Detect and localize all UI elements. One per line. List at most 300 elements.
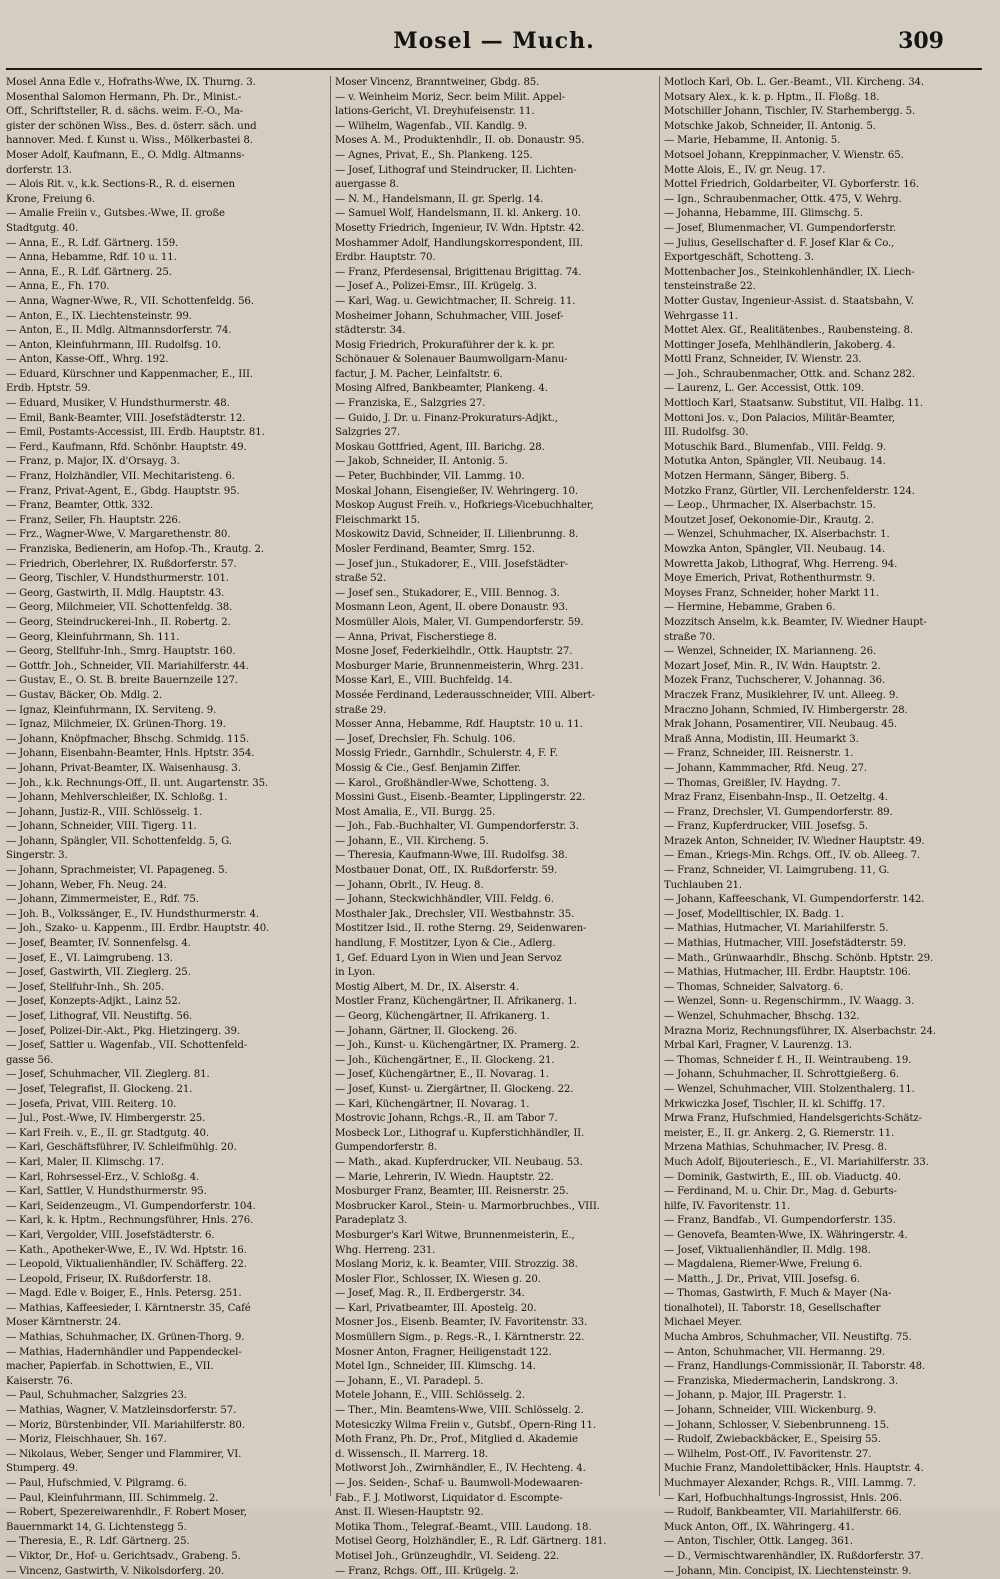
directory-entry: Erdb. Hptstr. 59. bbox=[6, 383, 91, 395]
directory-entry: Mosmüller Alois, Maler, VI. Gumpendorferstr. 59. bbox=[335, 616, 584, 628]
directory-entry: Mottoni Jos. v., Don Palacios, Militär-Beamter, bbox=[664, 412, 895, 424]
directory-entry: lations-Gericht, VI. Dreyhufeisenstr. 11. bbox=[335, 106, 535, 118]
directory-entry: meister, E., II. gr. Ankerg. 2, G. Riemerstr. 11. bbox=[664, 1127, 895, 1139]
directory-entry: — Josef, Kunst- u. Ziergärtner, II. Glockeng. 22. bbox=[335, 1083, 574, 1095]
directory-entry: — Johann, Knöpfmacher, Bhschg. Schmidg. 115. bbox=[6, 733, 250, 745]
directory-entry: — Johann, Zimmermeister, E., Rdf. 75. bbox=[6, 894, 199, 906]
directory-entry: Motele Johann, E., VIII. Schlösselg. 2. bbox=[335, 1390, 525, 1402]
directory-entry: — Peter, Buchbinder, VII. Lammg. 10. bbox=[335, 471, 525, 483]
directory-entry: — N. M., Handelsmann, II. gr. Sperlg. 14. bbox=[335, 193, 544, 205]
directory-entry: Mosne Josef, Federkielhdlr., Ottk. Hauptstr. 27. bbox=[335, 646, 573, 658]
directory-entry: — Josef, E., VI. Laimgrubeng. 13. bbox=[6, 952, 173, 964]
directory-entry: Mosbrucker Karol., Stein- u. Marmorbruchbes., VIII. bbox=[335, 1200, 600, 1212]
directory-entry: — D., Vermischtwarenhändler, IX. Rußdorferstr. 37. bbox=[664, 1550, 924, 1562]
directory-entry: — Johann, Schneider, VIII. Wickenburg. 9. bbox=[664, 1405, 877, 1417]
directory-entry: — Anton, Schuhmacher, VII. Hermanng. 29. bbox=[664, 1346, 885, 1358]
directory-entry: — Anton, E., II. Mdlg. Altmannsdorferstr. 74. bbox=[6, 325, 232, 337]
directory-entry: Mosler Ferdinand, Beamter, Smrg. 152. bbox=[335, 544, 535, 555]
directory-entry: Moskal Johann, Eisengießer, IV. Wehringerg. 10. bbox=[335, 485, 578, 497]
directory-entry: — Marie, Lehrerin, IV. Wiedn. Hauptstr. 22. bbox=[335, 1171, 554, 1183]
directory-entry: — Karl, Wag. u. Gewichtmacher, II. Schreig. 11. bbox=[335, 295, 576, 307]
directory-entry: Motuschik Bard., Blumenfab., VIII. Feldg. 9. bbox=[664, 441, 887, 453]
directory-entry: — Karl, Küchengärtner, II. Novarag. 1. bbox=[335, 1098, 530, 1110]
directory-entry: Mottloch Karl, Staatsanw. Substitut, VII. Halbg. 11. bbox=[664, 398, 923, 410]
directory-entry: — Leop., Uhrmacher, IX. Alserbachstr. 15. bbox=[664, 500, 876, 512]
directory-entry: — Hermine, Hebamme, Graben 6. bbox=[664, 602, 836, 614]
directory-entry: — Vincenz, Gastwirth, V. Nikolsdorferg. 20. bbox=[6, 1565, 225, 1577]
directory-entry: Stadtgutg. 40. bbox=[6, 222, 79, 234]
directory-entry: — Josefa, Privat, VIII. Reiterg. 10. bbox=[6, 1098, 177, 1110]
directory-entry: Mraß Anna, Modistin, III. Heumarkt 3. bbox=[664, 733, 859, 745]
directory-entry: Mostrovic Johann, Rchgs.-R., II. am Tabor 7. bbox=[335, 1113, 558, 1125]
directory-entry: — Johann, Privat-Beamter, IX. Waisenhausg. 3. bbox=[6, 762, 241, 774]
directory-entry: — Ferdinand, M. u. Chir. Dr., Mag. d. Geburts- bbox=[664, 1186, 897, 1198]
directory-entry: — Wenzel, Schuhmacher, IX. Alserbachstr. 1. bbox=[664, 529, 890, 541]
directory-entry: — Wenzel, Schuhmacher, Bhschg. 132. bbox=[664, 1011, 860, 1022]
directory-entry: — Agnes, Privat, E., Sh. Plankeng. 125. bbox=[335, 149, 533, 161]
directory-entry: — Josef A., Polizei-Emsr., III. Krügelg. 3. bbox=[335, 281, 537, 293]
directory-entry: — Mathias, Wagner, V. Matzleinsdorferstr. 57. bbox=[6, 1405, 237, 1417]
directory-entry: — Matth., J. Dr., Privat, VIII. Josefsg. 6. bbox=[664, 1273, 860, 1285]
directory-entry: — Thomas, Greißler, IV. Haydng. 7. bbox=[664, 777, 841, 789]
directory-entry: — Jakob, Schneider, II. Antonig. 5. bbox=[335, 456, 508, 468]
directory-entry: Mosmüllern Sigm., p. Regs.-R., I. Kärntnerstr. 22. bbox=[335, 1332, 585, 1344]
directory-entry: — Mathias, Hadernhändler und Pappendeckel- bbox=[6, 1346, 242, 1358]
directory-entry: — v. Weinheim Moriz, Secr. beim Milit. Appel- bbox=[335, 91, 566, 103]
directory-entry: — Wenzel, Schneider, IX. Marianneng. 26. bbox=[664, 646, 877, 658]
directory-entry: — Anna, E., R. Ldf. Gärtnerg. 25. bbox=[6, 266, 172, 278]
directory-entry: — Anna, E., R. Ldf. Gärtnerg. 159. bbox=[6, 237, 179, 249]
directory-entry: — Samuel Wolf, Handelsmann, II. kl. Ankerg. 10. bbox=[335, 208, 581, 220]
directory-entry: Mosetty Friedrich, Ingenieur, IV. Wdn. Hptstr. 42. bbox=[335, 222, 585, 234]
directory-entry: — Johann, Justiz-R., VIII. Schlösselg. 1. bbox=[6, 806, 203, 818]
directory-entry: Salzgries 27. bbox=[335, 427, 401, 439]
directory-entry: — Johann, p. Major, III. Pragerstr. 1. bbox=[664, 1390, 847, 1402]
directory-entry: Mowzka Anton, Spängler, VII. Neubaug. 14. bbox=[664, 544, 886, 555]
directory-entry: — Johann, Schlosser, V. Siebenbrunneng. 15. bbox=[664, 1419, 890, 1431]
directory-entry: — Anna, Hebamme, Rdf. 10 u. 11. bbox=[6, 252, 177, 264]
directory-entry: — Josef, Stellfuhr-Inh., Sh. 205. bbox=[6, 981, 165, 993]
directory-entry: Muchmayer Alexander, Rchgs. R., VIII. Lammg. 7. bbox=[664, 1478, 916, 1489]
directory-entry: Mraczek Franz, Musiklehrer, IV. unt. Alleeg. 9. bbox=[664, 689, 899, 701]
column-3 bbox=[659, 76, 982, 1577]
directory-entry: Motsary Alex., k. k. p. Hptm., II. Floßg. 18. bbox=[664, 91, 880, 103]
directory-entry: Bauernmarkt 14, G. Lichtenstegg 5. bbox=[6, 1521, 187, 1533]
directory-entry: d. Wissensch., II. Marrerg. 18. bbox=[335, 1448, 489, 1460]
directory-entry: Mostbauer Donat, Off., IX. Rußdorferstr. 59. bbox=[335, 865, 558, 877]
directory-entry: — Kath., Apotheker-Wwe, E., IV. Wd. Hptstr. 16. bbox=[6, 1244, 247, 1256]
directory-entry: — Johann, Min. Concipist, IX. Liechtensteinstr. 9. bbox=[664, 1565, 912, 1577]
directory-entry: — Laurenz, L. Ger. Accessist, Ottk. 109. bbox=[664, 383, 864, 395]
directory-entry: auergasse 8. bbox=[335, 179, 399, 191]
directory-entry: — Josef, Schuhmacher, VII. Zieglerg. 81. bbox=[6, 1069, 210, 1081]
directory-entry: — Ther., Min. Beamtens-Wwe, VIII. Schlösselg. 2. bbox=[335, 1405, 584, 1417]
directory-entry: in Lyon. bbox=[335, 967, 376, 979]
directory-entry: — Genovefa, Beamten-Wwe, IX. Währingerstr. 4. bbox=[664, 1229, 908, 1241]
directory-entry: — Johann, Kammmacher, Rfd. Neug. 27. bbox=[664, 762, 867, 774]
directory-entry: Moskowitz David, Schneider, II. Lilienbrunng. 8. bbox=[335, 529, 579, 541]
directory-entry: Mrkwiczka Josef, Tischler, II. kl. Schiffg. 17. bbox=[664, 1098, 886, 1110]
directory-entry: — Franz, Privat-Agent, E., Gbdg. Hauptstr. 95. bbox=[6, 485, 240, 497]
directory-entry: Mosthaler Jak., Drechsler, VII. Westbahnstr. 35. bbox=[335, 908, 575, 920]
directory-entry: Mosheimer Johann, Schuhmacher, VIII. Josef- bbox=[335, 310, 564, 322]
directory-entry: Motte Alois, E., IV. gr. Neug. 17. bbox=[664, 164, 826, 176]
directory-entry: — Gustav, Bäcker, Ob. Mdlg. 2. bbox=[6, 689, 163, 701]
directory-entry: hilfe, IV. Favoritenstr. 11. bbox=[664, 1200, 791, 1212]
header-rule bbox=[6, 68, 982, 70]
directory-entry: tensteinstraße 22. bbox=[664, 281, 756, 293]
directory-entry: — Thomas, Gastwirth, F. Much & Mayer (Na- bbox=[664, 1288, 892, 1300]
directory-entry: straße 29. bbox=[335, 704, 387, 716]
directory-entry: dorferstr. 13. bbox=[6, 164, 72, 176]
directory-entry: Mosner Jos., Eisenb. Beamter, IV. Favoritenstr. 33. bbox=[335, 1317, 588, 1329]
directory-entry: — Joh., Szako- u. Kappenm., III. Erdbr. Hauptstr. 40. bbox=[6, 923, 270, 935]
directory-entry: — Ignaz, Kleinfuhrmann, IX. Serviteng. 9. bbox=[6, 704, 217, 716]
directory-entry: Kaiserstr. 76. bbox=[6, 1375, 73, 1387]
directory-entry: Singerstr. 3. bbox=[6, 850, 68, 862]
directory-entry: Moye Emerich, Privat, Rothenthurmstr. 9. bbox=[664, 573, 876, 585]
directory-entry: — Eduard, Musiker, V. Hundsthurmerstr. 48. bbox=[6, 398, 230, 410]
directory-entry: Moses A. M., Produktenhdlr., II. ob. Donaustr. 95. bbox=[335, 135, 585, 147]
directory-entry: — Josef, Lithograf, VII. Neustiftg. 56. bbox=[6, 1011, 193, 1022]
directory-entry: Mostig Albert, M. Dr., IX. Alserstr. 4. bbox=[335, 981, 519, 993]
directory-entry: Moskau Gottfried, Agent, III. Barichg. 28. bbox=[335, 441, 545, 453]
directory-entry: Motschke Jakob, Schneider, II. Antonig. 5. bbox=[664, 120, 876, 132]
directory-entry: — Joh., Fab.-Buchhalter, VI. Gumpendorferstr. 3. bbox=[335, 821, 579, 833]
directory-entry: Mrwa Franz, Hufschmied, Handelsgerichts-Schätz- bbox=[664, 1113, 922, 1125]
directory-entry: straße 52. bbox=[335, 573, 387, 585]
directory-entry: III. Rudolfsg. 30. bbox=[664, 427, 749, 439]
directory-entry: Moskop August Freih. v., Hofkriegs-Vicebuchhalter, bbox=[335, 500, 594, 512]
directory-entry: Krone, Freiung 6. bbox=[6, 193, 95, 205]
directory-entry: — Franz, Kupferdrucker, VIII. Josefsg. 5. bbox=[664, 821, 869, 833]
directory-entry: Stumperg. 49. bbox=[6, 1463, 78, 1475]
directory-entry: — Franziska, E., Salzgries 27. bbox=[335, 398, 486, 410]
directory-entry: — Franz, Schneider, VI. Laimgrubeng. 11, G. bbox=[664, 865, 890, 877]
directory-entry: Motschiller Johann, Tischler, IV. Starhembergg. 5. bbox=[664, 106, 916, 118]
directory-entry: — Karol., Großhändler-Wwe, Schotteng. 3. bbox=[335, 777, 550, 789]
directory-entry: — Eman., Kriegs-Min. Rchgs. Off., IV. ob. Alleeg. 7. bbox=[664, 850, 921, 862]
directory-entry: Exportgeschäft, Schotteng. 3. bbox=[664, 252, 814, 264]
directory-entry: — Johann, Obrlt., IV. Heug. 8. bbox=[335, 879, 484, 891]
directory-entry: — Jul., Post.-Wwe, IV. Himbergerstr. 25. bbox=[6, 1113, 206, 1125]
directory-entry: — Leopold, Friseur, IX. Rußdorferstr. 18. bbox=[6, 1273, 212, 1285]
directory-entry: handlung, F. Mostitzer, Lyon & Cie., Adlerg. bbox=[335, 938, 556, 950]
directory-entry: — Johann, Spängler, VII. Schottenfeldg. 5, G. bbox=[6, 835, 232, 847]
directory-entry: — Franz, p. Major, IX. d'Orsayg. 3. bbox=[6, 456, 180, 468]
directory-entry: Motel Ign., Schneider, III. Klimschg. 14. bbox=[335, 1361, 536, 1373]
directory-entry: — Josef, Konzepts-Adjkt., Lainz 52. bbox=[6, 996, 181, 1008]
directory-entry: — Viktor, Dr., Hof- u. Gerichtsadv., Grabeng. 5. bbox=[6, 1550, 241, 1562]
directory-entry: Motlworst Joh., Zwirnhändler, E., IV. Hechteng. 4. bbox=[335, 1463, 586, 1475]
directory-entry: — Paul, Hufschmied, V. Pilgramg. 6. bbox=[6, 1478, 187, 1489]
directory-entry: — Josef, Polizei-Dir.-Akt., Pkg. Hietzingerg. 39. bbox=[6, 1025, 240, 1037]
directory-entry: — Nikolaus, Weber, Senger und Flammirer, VI. bbox=[6, 1448, 242, 1460]
directory-entry: Muck Anton, Off., IX. Währingerg. 41. bbox=[664, 1521, 855, 1533]
directory-entry: Motesiczky Wilma Freiin v., Gutsbf., Opern-Ring 11. bbox=[335, 1419, 596, 1431]
directory-entry: — Josef, Blumenmacher, VI. Gumpendorferstr. bbox=[664, 222, 896, 234]
directory-entry: Mraz Franz, Eisenbahn-Insp., II. Oetzeltg. 4. bbox=[664, 792, 888, 804]
directory-entry: Mowretta Jakob, Lithograf, Whg. Herreng. 94. bbox=[664, 558, 898, 570]
directory-entry: Erdbr. Hauptstr. 70. bbox=[335, 252, 436, 264]
directory-entry: — Georg, Küchengärtner, II. Afrikanerg. 1. bbox=[335, 1011, 550, 1022]
directory-entry: — Johann, Mehlverschleißer, IX. Schloßg. 1. bbox=[6, 792, 228, 804]
directory-entry: — Anna, E., Fh. 170. bbox=[6, 281, 110, 293]
directory-entry: Mosburger's Karl Witwe, Brunnenmeisterin, E., bbox=[335, 1229, 575, 1241]
directory-entry: — Franz, Rchgs. Off., III. Krügelg. 2. bbox=[335, 1565, 519, 1577]
directory-entry: Mosburger Franz, Beamter, III. Reisnerstr. 25. bbox=[335, 1186, 569, 1198]
directory-entry: Mottenbacher Jos., Steinkohlenhändler, IX. Liech- bbox=[664, 266, 915, 278]
directory-entry: — Rudolf, Bankbeamter, VII. Mariahilferstr. 66. bbox=[664, 1507, 902, 1519]
directory-entry: — Georg, Kleinfuhrmann, Sh. 111. bbox=[6, 631, 180, 643]
directory-entry: Mosing Alfred, Bankbeamter, Plankeng. 4. bbox=[335, 383, 548, 395]
directory-entry: — Karl, Sattler, V. Hundsthurmerstr. 95. bbox=[6, 1186, 207, 1198]
directory-entry: Paradeplatz 3. bbox=[335, 1215, 408, 1227]
directory-entry: — Emil, Bank-Beamter, VIII. Josefstädterstr. 12. bbox=[6, 412, 246, 424]
directory-entry: — Karl, Maler, II. Klimschg. 17. bbox=[6, 1156, 164, 1168]
directory-entry: — Joh., k.k. Rechnungs-Off., II. unt. Augartenstr. 35. bbox=[6, 777, 269, 789]
directory-entry: Fab., F. J. Motlworst, Liquidator d. Escompte- bbox=[335, 1492, 563, 1504]
directory-entry: macher, Papierfab. in Schottwien, E., VII. bbox=[6, 1361, 214, 1373]
directory-entry: — Georg, Stellfuhr-Inh., Smrg. Hauptstr. 160. bbox=[6, 646, 236, 658]
directory-entry: — Josef, Drechsler, Fh. Schulg. 106. bbox=[335, 733, 516, 745]
directory-entry: — Robert, Spezereiwarenhdlr., F. Robert Moser, bbox=[6, 1507, 247, 1519]
directory-entry: — Ign., Schraubenmacher, Ottk. 475, V. Wehrg. bbox=[664, 193, 902, 205]
directory-entry: Motloch Karl, Ob. L. Ger.-Beamt., VII. Kircheng. 34. bbox=[664, 77, 924, 88]
directory-entry: — Anton, Kasse-Off., Whrg. 192. bbox=[6, 354, 169, 366]
directory-entry: Moyses Franz, Schneider, hoher Markt 11. bbox=[664, 587, 879, 599]
directory-entry: — Josef, Mag. R., II. Erdbergerstr. 34. bbox=[335, 1288, 525, 1300]
directory-entry: — Wenzel, Sonn- u. Regenschirmm., IV. Waagg. 3. bbox=[664, 996, 915, 1008]
directory-entry: Motutka Anton, Spängler, VII. Neubaug. 14. bbox=[664, 456, 886, 468]
directory-entry: Mrbal Karl, Fragner, V. Laurenzg. 13. bbox=[664, 1040, 852, 1052]
directory-entry: Mosel Anna Edle v., Hofraths-Wwe, IX. Thurng. 3. bbox=[6, 77, 256, 88]
directory-entry: — Johann, Schneider, VIII. Tigerg. 11. bbox=[6, 821, 197, 833]
directory-entry: Motzen Hermann, Sänger, Biberg. 5. bbox=[664, 471, 850, 483]
directory-entry: — Karl, Privatbeamter, III. Apostelg. 20. bbox=[335, 1302, 537, 1314]
directory-entry: — Johanna, Hebamme, III. Glimschg. 5. bbox=[664, 208, 863, 220]
directory-columns bbox=[6, 76, 982, 1577]
directory-entry: — Johann, Weber, Fh. Neug. 24. bbox=[6, 879, 167, 891]
directory-entry: — Rudolf, Zwiebackbäcker, E., Speisirg 55. bbox=[664, 1434, 881, 1446]
directory-entry: — Math., akad. Kupferdrucker, VII. Neubaug. 53. bbox=[335, 1156, 583, 1168]
directory-entry: — Anna, Privat, Fischerstiege 8. bbox=[335, 631, 497, 643]
directory-entry: — Moriz, Fleischhauer, Sh. 167. bbox=[6, 1434, 167, 1446]
running-title: Mosel — Much. bbox=[393, 28, 595, 54]
directory-entry: — Georg, Gastwirth, II. Mdlg. Hauptstr. 43. bbox=[6, 587, 225, 599]
directory-entry: — Dominik, Gastwirth, E., III. ob. Viaductg. 40. bbox=[664, 1171, 901, 1183]
directory-entry: — Leopold, Viktualienhändler, IV. Schäfferg. 22. bbox=[6, 1259, 247, 1271]
directory-entry: — Magd. Edle v. Boiger, E., Hnls. Petersg. 251. bbox=[6, 1288, 242, 1300]
directory-entry: Muchie Franz, Mandolettibäcker, Hnls. Hauptstr. 4. bbox=[664, 1463, 924, 1475]
directory-entry: — Johann, Sprachmeister, VI. Papageneg. 5. bbox=[6, 865, 228, 877]
directory-entry: — Joh., Küchengärtner, E., II. Glockeng. 21. bbox=[335, 1054, 555, 1066]
directory-entry: — Jos. Seiden-, Schaf- u. Baumwoll-Modewaaren- bbox=[335, 1478, 583, 1489]
directory-entry: — Mathias, Hutmacher, VI. Mariahilferstr. 5. bbox=[664, 923, 889, 935]
directory-entry: — Anna, Wagner-Wwe, R., VII. Schottenfeldg. 56. bbox=[6, 295, 254, 307]
directory-entry: Motsoel Johann, Kreppinmacher, V. Wienstr. 65. bbox=[664, 149, 904, 161]
directory-entry: Mottinger Josefa, Mehlhändlerin, Jakoberg. 4. bbox=[664, 339, 896, 351]
directory-entry: Schönauer & Solenauer Baumwollgarn-Manu- bbox=[335, 354, 568, 366]
directory-entry: Mosse Karl, E., VIII. Buchfeldg. 14. bbox=[335, 675, 513, 687]
directory-entry: — Amalie Freiin v., Gutsbes.-Wwe, II. große bbox=[6, 208, 225, 220]
directory-entry: Anst. II. Wiesen-Hauptstr. 92. bbox=[335, 1507, 484, 1519]
directory-entry: Motika Thom., Telegraf.-Beamt., VIII. Laudong. 18. bbox=[335, 1521, 592, 1533]
directory-entry: — Gottfr. Joh., Schneider, VII. Mariahilferstr. 44. bbox=[6, 660, 249, 672]
directory-entry: — Joh., Schraubenmacher, Ottk. and. Schanz 282. bbox=[664, 368, 915, 380]
directory-entry: Moser Vincenz, Branntweiner, Gbdg. 85. bbox=[335, 77, 540, 88]
directory-entry: Mossig Friedr., Garnhdlr., Schulerstr. 4, F. F. bbox=[335, 748, 558, 760]
directory-entry: Mrazek Anton, Schneider, IV. Wiedner Hauptstr. 49. bbox=[664, 835, 925, 847]
directory-entry: Much Adolf, Bijouteriesch., E., VI. Mariahilferstr. 33. bbox=[664, 1156, 929, 1168]
directory-entry: — Ignaz, Milchmeier, IX. Grünen-Thorg. 19. bbox=[6, 719, 226, 731]
directory-entry: — Paul, Schuhmacher, Salzgries 23. bbox=[6, 1390, 187, 1402]
directory-entry: Michael Meyer. bbox=[664, 1317, 742, 1329]
directory-entry: Tuchlauben 21. bbox=[664, 879, 742, 891]
page-number: 309 bbox=[898, 28, 944, 54]
directory-entry: Motisel Joh., Grünzeughdlr., VI. Seideng. 22. bbox=[335, 1550, 560, 1562]
directory-entry: tionalhotel), II. Taborstr. 18, Gesellschafter bbox=[664, 1302, 881, 1314]
directory-entry: Mosner Anton, Fragner, Heiligenstadt 122. bbox=[335, 1346, 552, 1358]
directory-entry: Wehrgasse 11. bbox=[664, 310, 738, 322]
directory-entry: Mosburger Marie, Brunnenmeisterin, Whrg. 231. bbox=[335, 660, 584, 672]
directory-entry: — Josef, Viktualienhändler, II. Mdlg. 198. bbox=[664, 1244, 871, 1256]
directory-entry: Moser Kärntnerstr. 24. bbox=[6, 1317, 122, 1329]
directory-entry: — Mathias, Hutmacher, VIII. Josefstädterstr. 59. bbox=[664, 938, 907, 950]
directory-entry: Fleischmarkt 15. bbox=[335, 514, 421, 526]
directory-entry: Moutzet Josef, Oekonomie-Dir., Krautg. 2. bbox=[664, 514, 874, 526]
directory-entry: — Karl, Hofbuchhaltungs-Ingrossist, Hnls. 206. bbox=[664, 1492, 902, 1504]
directory-entry: — Frz., Wagner-Wwe, V. Margarethenstr. 80. bbox=[6, 529, 231, 541]
directory-entry: — Alois Rit. v., k.k. Sections-R., R. d. eisernen bbox=[6, 179, 235, 191]
directory-entry: factur, J. M. Pacher, Leinfaltstr. 6. bbox=[335, 368, 503, 380]
directory-entry: — Johann, Eisenbahn-Beamter, Hnls. Hptstr. 354. bbox=[6, 748, 255, 760]
directory-entry: — Johann, Kaffeeschank, VI. Gumpendorferstr. 142. bbox=[664, 894, 925, 906]
directory-entry: — Theresia, Kaufmann-Wwe, III. Rudolfsg. 38. bbox=[335, 850, 568, 862]
directory-entry: Mrak Johann, Posamentirer, VII. Neubaug. 45. bbox=[664, 719, 897, 731]
directory-entry: Mostitzer Isid., II. rothe Sterng. 29, Seidenwaren- bbox=[335, 923, 587, 935]
directory-entry: — Mathias, Hutmacher, III. Erdbr. Hauptstr. 106. bbox=[664, 967, 911, 979]
directory-entry: Mucha Ambros, Schuhmacher, VII. Neustiftg. 75. bbox=[664, 1332, 912, 1344]
directory-entry: — Joh., Kunst- u. Küchengärtner, IX. Pramerg. 2. bbox=[335, 1040, 580, 1052]
directory-entry: Mrazna Moriz, Rechnungsführer, IX. Alserbachstr. 24. bbox=[664, 1025, 936, 1037]
directory-entry: Gumpendorferstr. 8. bbox=[335, 1142, 438, 1154]
directory-entry: Whg. Herreng. 231. bbox=[335, 1244, 436, 1256]
directory-entry: — Karl Freih. v., E., II. gr. Stadtgutg. 40. bbox=[6, 1127, 209, 1139]
directory-entry: gasse 56. bbox=[6, 1054, 54, 1066]
directory-entry: — Franz, Holzhändler, VII. Mechitaristeng. 6. bbox=[6, 471, 235, 483]
directory-entry: straße 70. bbox=[664, 631, 716, 643]
directory-entry: — Paul, Kleinfuhrmann, III. Schimmelg. 2. bbox=[6, 1492, 219, 1504]
directory-entry: — Josef jun., Stukadorer, E., VIII. Josefstädter- bbox=[335, 558, 568, 570]
directory-entry: — Karl, k. k. Hptm., Rechnungsführer, Hnls. 276. bbox=[6, 1215, 254, 1227]
directory-entry: Mottel Friedrich, Goldarbeiter, VI. Gyborferstr. 16. bbox=[664, 179, 919, 191]
directory-entry: Moser Adolf, Kaufmann, E., O. Mdlg. Altmanns- bbox=[6, 149, 245, 161]
directory-entry: — Franz, Handlungs-Commissionär, II. Taborstr. 48. bbox=[664, 1361, 926, 1373]
directory-entry: — Franz, Bandfab., VI. Gumpendorferstr. 135. bbox=[664, 1215, 896, 1227]
directory-entry: — Franz, Schneider, III. Reisnerstr. 1. bbox=[664, 748, 854, 760]
directory-entry: Most Amalia, E., VII. Burgg. 25. bbox=[335, 806, 496, 818]
directory-entry: Moslang Moriz, k. k. Beamter, VIII. Strozzig. 38. bbox=[335, 1259, 578, 1271]
directory-entry: — Franziska, Bedienerin, am Hofop.-Th., Krautg. 2. bbox=[6, 544, 264, 555]
directory-entry: — Ferd., Kaufmann, Rfd. Schönbr. Hauptstr. 49. bbox=[6, 441, 247, 453]
directory-entry: Mossée Ferdinand, Lederausschneider, VIII. Albert- bbox=[335, 689, 595, 701]
directory-entry: hannover. Med. f. Kunst u. Wiss., Mölkerbastei 8. bbox=[6, 135, 253, 147]
directory-entry: — Joh. B., Volkssänger, E., IV. Hundsthurmerstr. 4. bbox=[6, 908, 259, 920]
directory-entry: Mozzitsch Anselm, k.k. Beamter, IV. Wiedner Haupt- bbox=[664, 616, 927, 628]
directory-entry: — Josef, Telegrafist, II. Glockeng. 21. bbox=[6, 1083, 193, 1095]
directory-entry: städterstr. 34. bbox=[335, 325, 406, 337]
directory-entry: — Josef, Gastwirth, VII. Zieglerg. 25. bbox=[6, 967, 191, 979]
directory-entry: — Math., Grünwaarhdlr., Bhschg. Schönb. Hptstr. 29. bbox=[664, 952, 934, 964]
directory-entry: Motzko Franz, Gürtler, VII. Lerchenfelderstr. 124. bbox=[664, 485, 915, 497]
directory-entry: Moshammer Adolf, Handlungskorrespondent, III. bbox=[335, 237, 583, 249]
directory-entry: Mossini Gust., Eisenb.-Beamter, Lipplingerstr. 22. bbox=[335, 792, 586, 804]
directory-entry: — Theresia, E., R. Ldf. Gärtnerg. 25. bbox=[6, 1536, 190, 1548]
directory-entry: — Josef, Modelltischler, IX. Badg. 1. bbox=[664, 908, 844, 920]
directory-entry: Mozart Josef, Min. R., IV. Wdn. Hauptstr. 2. bbox=[664, 660, 881, 672]
directory-entry: Mrzena Mathias, Schuhmacher, IV. Presg. 8. bbox=[664, 1142, 887, 1154]
directory-entry: — Franz, Pferdesensal, Brigittenau Brigittag. 74. bbox=[335, 266, 582, 278]
directory-entry: Motisel Georg, Holzhändler, E., R. Ldf. Gärtnerg. 181. bbox=[335, 1536, 607, 1548]
directory-entry: Motter Gustav, Ingenieur-Assist. d. Staatsbahn, V. bbox=[664, 295, 914, 307]
directory-entry: — Wilhelm, Wagenfab., VII. Kandlg. 9. bbox=[335, 120, 528, 132]
directory-entry: Mosig Friedrich, Prokuraführer der k. k. pr. bbox=[335, 339, 555, 351]
directory-entry: — Karl, Geschäftsführer, IV. Schleifmühlg. 20. bbox=[6, 1142, 237, 1154]
directory-entry: — Georg, Milchmeier, VII. Schottenfeldg. 38. bbox=[6, 602, 233, 614]
directory-entry: — Johann, E., VI. Paradepl. 5. bbox=[335, 1375, 484, 1387]
directory-entry: Moth Franz, Ph. Dr., Prof., Mitglied d. Akademie bbox=[335, 1434, 578, 1446]
directory-entry: — Karl, Seidenzeugm., VI. Gumpendorferstr. 104. bbox=[6, 1200, 256, 1212]
directory-entry: — Johann, E., VII. Kircheng. 5. bbox=[335, 835, 489, 847]
directory-entry: Mottl Franz, Schneider, IV. Wienstr. 23. bbox=[664, 354, 862, 366]
directory-entry: — Anton, E., IX. Liechtensteinstr. 99. bbox=[6, 310, 192, 322]
column-1 bbox=[6, 76, 324, 1577]
directory-entry: Mossig & Cie., Gesf. Benjamin Ziffer. bbox=[335, 762, 521, 774]
directory-entry: — Josef, Küchengärtner, E., II. Novarag. 1. bbox=[335, 1069, 549, 1081]
directory-entry: Mottet Alex. Gf., Realitätenbes., Raubensteing. 8. bbox=[664, 325, 913, 337]
directory-entry: — Guido, J. Dr. u. Finanz-Prokuraturs-Adjkt., bbox=[335, 412, 558, 424]
directory-entry: — Johann, Schuhmacher, II. Schrottgießerg. 6. bbox=[664, 1069, 899, 1081]
directory-entry: — Wilhelm, Post-Off., IV. Favoritenstr. 27. bbox=[664, 1448, 872, 1460]
directory-entry: — Josef sen., Stukadorer, E., VIII. Bennog. 3. bbox=[335, 587, 560, 599]
directory-entry: — Josef, Sattler u. Wagenfab., VII. Schottenfeld- bbox=[6, 1040, 248, 1052]
directory-entry: — Eduard, Kürschner und Kappenmacher, E., III. bbox=[6, 368, 253, 380]
directory-entry: Mozek Franz, Tuchscherer, V. Johannag. 36. bbox=[664, 675, 886, 687]
page-header bbox=[6, 26, 982, 56]
directory-entry: — Anton, Tischler, Ottk. Langeg. 361. bbox=[664, 1536, 853, 1548]
directory-entry: — Franz, Drechsler, VI. Gumpendorferstr. 89. bbox=[664, 806, 893, 818]
directory-entry: Mostler Franz, Küchengärtner, II. Afrikanerg. 1. bbox=[335, 996, 577, 1008]
column-2 bbox=[330, 76, 653, 1577]
directory-entry: — Friedrich, Oberlehrer, IX. Rußdorferstr. 57. bbox=[6, 558, 237, 570]
directory-entry: Off., Schriftsteller, R. d. sächs. weim. F.-O., Ma- bbox=[6, 106, 244, 118]
directory-entry: Mosler Flor., Schlosser, IX. Wiesen g. 20. bbox=[335, 1273, 541, 1285]
directory-entry: Mosenthal Salomon Hermann, Ph. Dr., Minist.- bbox=[6, 91, 242, 103]
directory-entry: — Johann, Gärtner, II. Glockeng. 26. bbox=[335, 1025, 518, 1037]
directory-entry: Mosmann Leon, Agent, II. obere Donaustr. 93. bbox=[335, 602, 568, 614]
directory-entry: — Thomas, Schneider f. H., II. Weintraubeng. 19. bbox=[664, 1054, 912, 1066]
directory-entry: — Georg, Steindruckerei-Inh., II. Robertg. 2. bbox=[6, 616, 231, 628]
directory-entry: — Mathias, Schuhmacher, IX. Grünen-Thorg. 9. bbox=[6, 1332, 245, 1344]
directory-entry: — Emil, Postamts-Accessist, III. Erdb. Hauptstr. 81. bbox=[6, 427, 265, 439]
directory-entry: — Moriz, Bürstenbinder, VII. Mariahilferstr. 80. bbox=[6, 1419, 245, 1431]
directory-entry: Mosbeck Lor., Lithograf u. Kupferstichhändler, II. bbox=[335, 1127, 585, 1139]
directory-entry: — Julius, Gesellschafter d. F. Josef Klar & Co., bbox=[664, 237, 895, 249]
directory-entry: gister der schönen Wiss., Bes. d. österr. säch. und bbox=[6, 120, 257, 132]
directory-entry: — Johann, Steckwichhändler, VIII. Feldg. 6. bbox=[335, 894, 554, 906]
directory-entry: — Franz, Seiler, Fh. Hauptstr. 226. bbox=[6, 514, 181, 526]
